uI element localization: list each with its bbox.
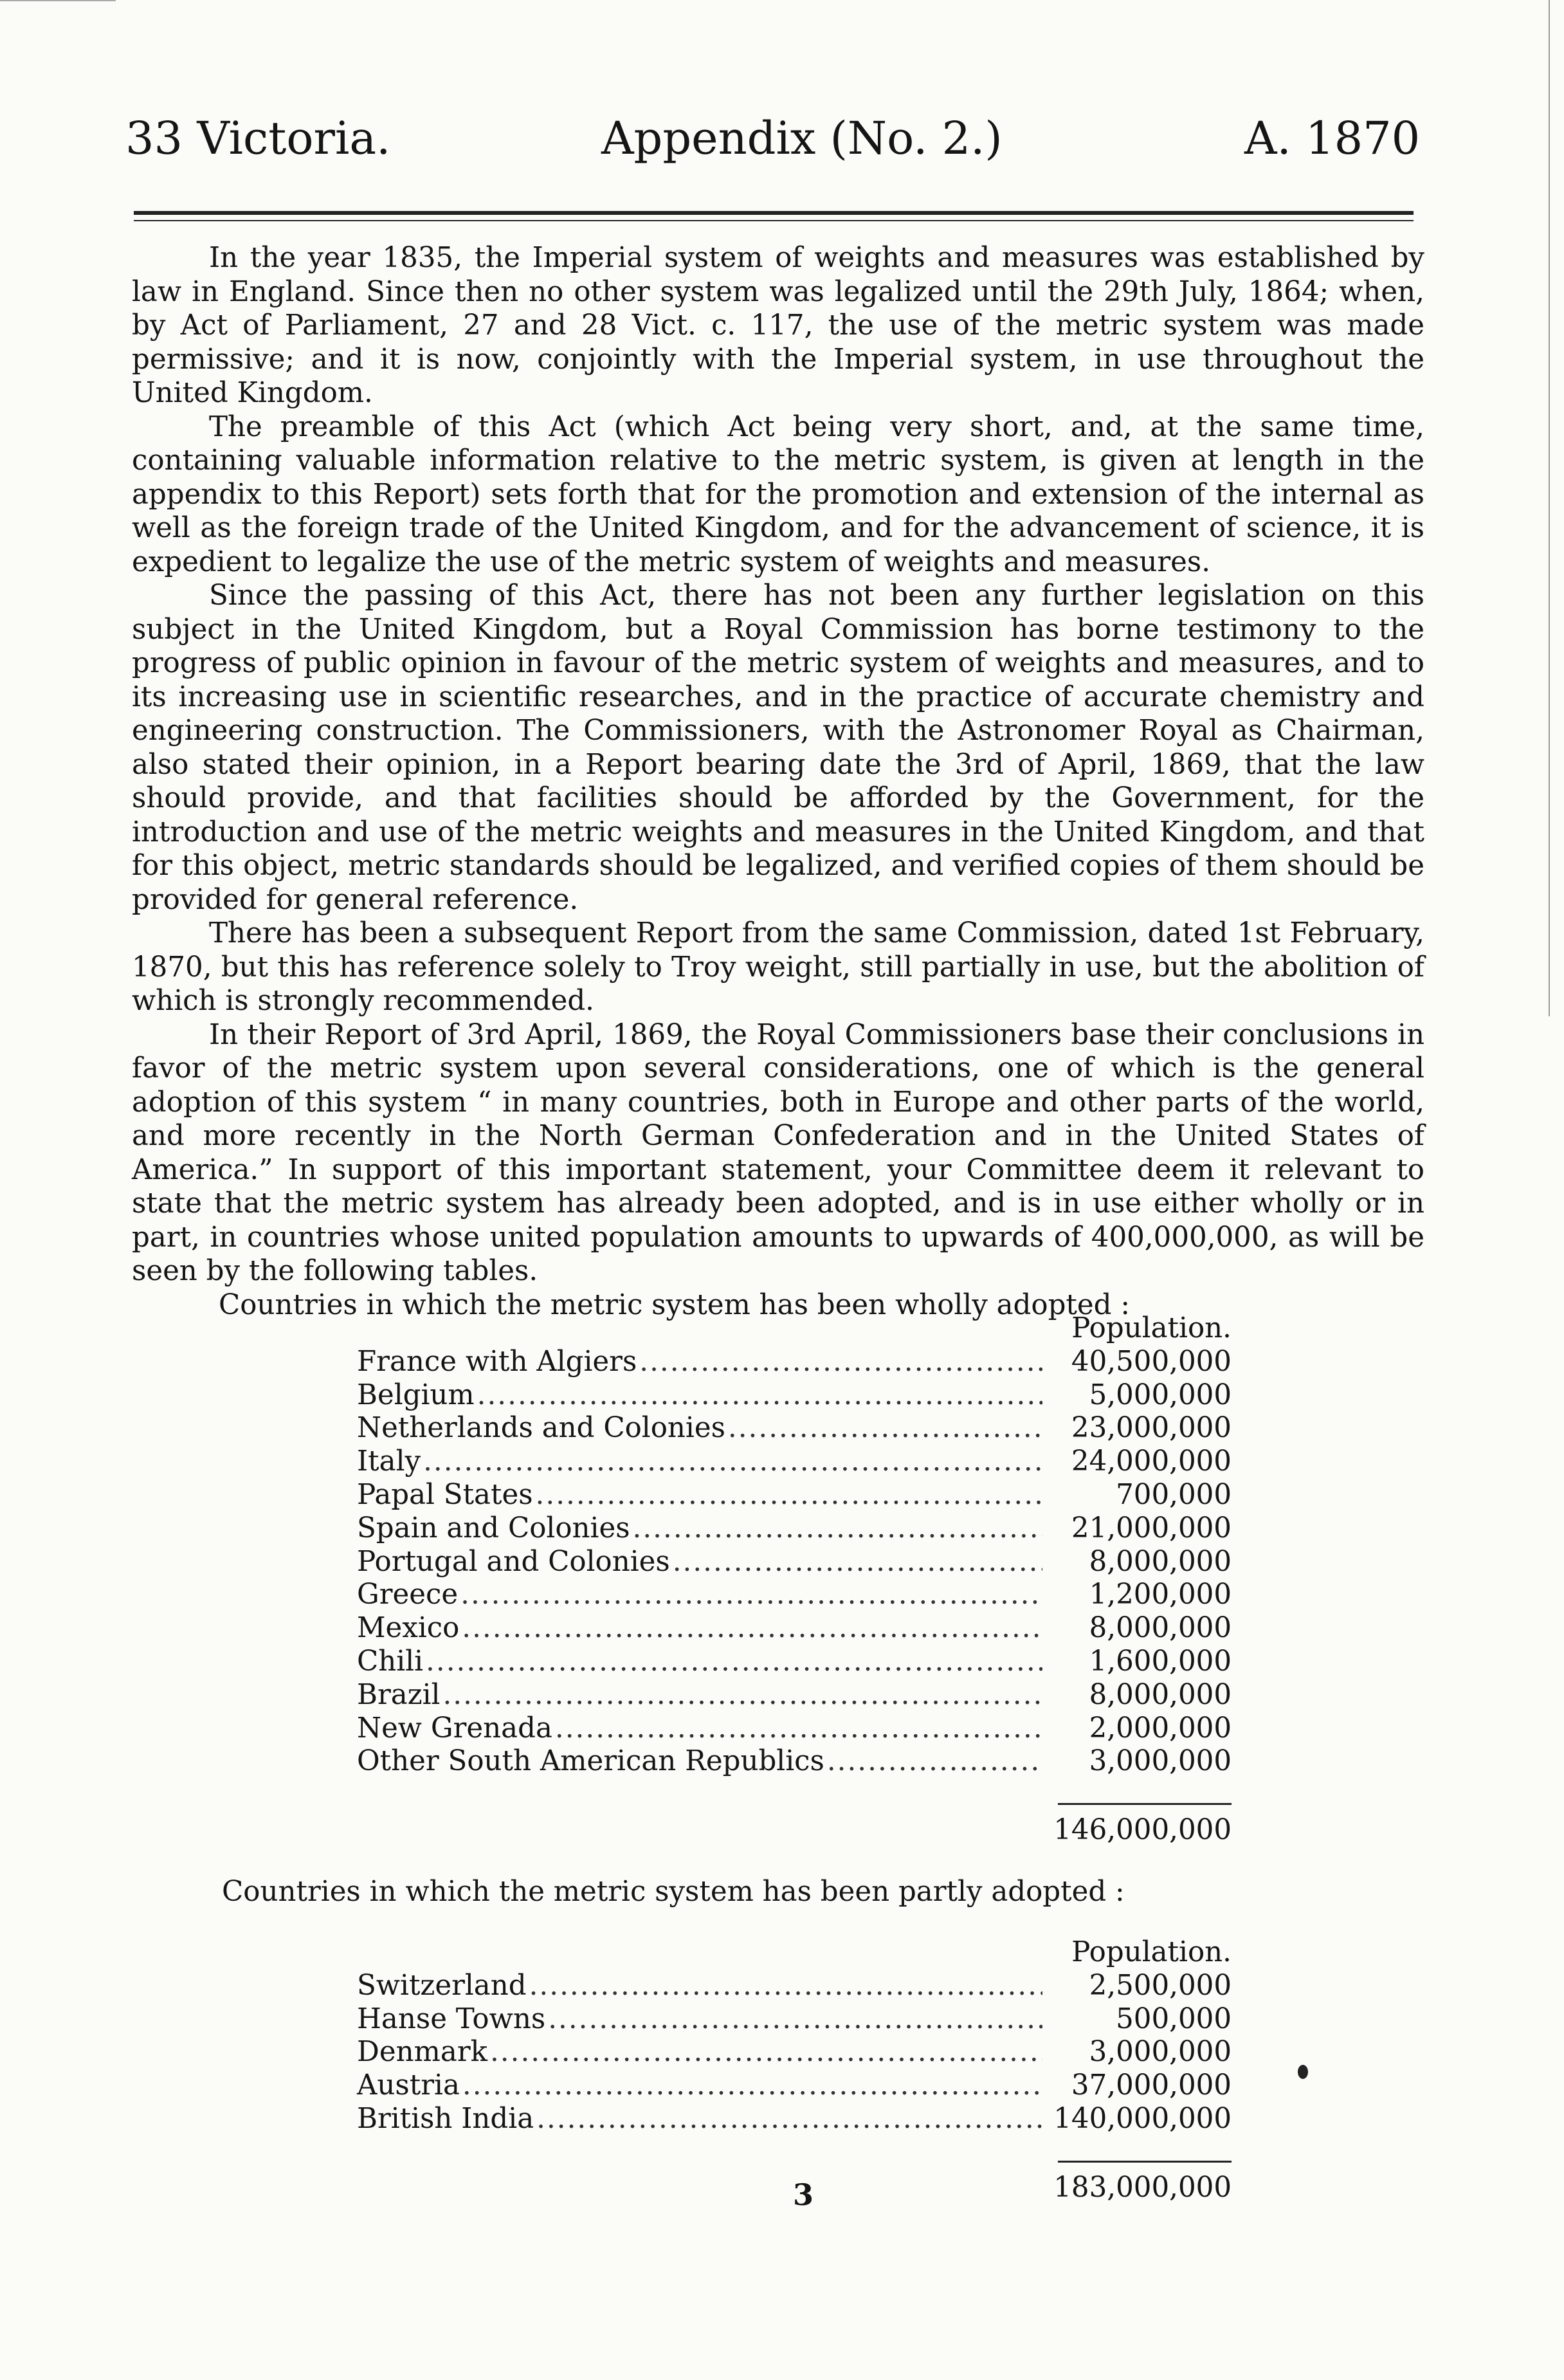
table-row <box>357 1546 1232 1579</box>
country-name: Netherlands and Colonies <box>357 1412 725 1445</box>
column-header: Population. <box>1071 1936 1232 1968</box>
country-name: Austria <box>357 2069 460 2102</box>
country-name: Belgium <box>357 1378 475 1411</box>
table-total: 183,000,000 <box>1053 2171 1232 2204</box>
population-value: 3,000,000 <box>1089 1745 1232 1778</box>
table-total: 146,000,000 <box>1053 1814 1232 1847</box>
sum-rule <box>1058 1803 1232 1805</box>
dot-leader <box>529 1970 1042 2003</box>
country-name: Brazil <box>357 1678 441 1711</box>
population-value: 1,600,000 <box>1089 1645 1232 1678</box>
table-row <box>357 1612 1232 1645</box>
dot-leader <box>536 2103 1042 2136</box>
dot-leader <box>536 1479 1042 1512</box>
dot-leader <box>633 1512 1042 1546</box>
population-value: 40,500,000 <box>1071 1345 1232 1378</box>
table-row <box>357 1970 1232 2003</box>
population-value: 8,000,000 <box>1089 1612 1232 1645</box>
country-name: Papal States <box>357 1478 533 1511</box>
paragraph: The preamble of this Act (which Act being very short, and, at the same time, containing valuable information relative to the metric system, is given at length in the appendix to this Report) sets forth that for the promotion and extension of the internal as well as the foreign trade of the United Kingdom, and for the advancement of science, it is expedient to legalize the use of the metric system of weights and measures. <box>132 410 1424 578</box>
country-name: British India <box>357 2102 534 2135</box>
header-center: Appendix (No. 2.) <box>601 112 1003 165</box>
table-row <box>357 1445 1232 1479</box>
population-value: 21,000,000 <box>1071 1512 1232 1544</box>
dot-leader <box>490 2036 1042 2069</box>
dot-leader <box>477 1379 1042 1413</box>
population-value: 24,000,000 <box>1071 1445 1232 1478</box>
population-value: 500,000 <box>1116 2002 1232 2035</box>
table-row <box>357 2036 1232 2069</box>
country-name: Hanse Towns <box>357 2002 546 2035</box>
scan-edge-line <box>1549 0 1550 1016</box>
country-name: New Grenada <box>357 1712 552 1744</box>
dot-leader <box>442 1679 1042 1712</box>
dot-leader <box>462 1612 1042 1645</box>
dot-leader <box>423 1445 1042 1479</box>
dot-leader <box>460 1579 1042 1612</box>
column-header: Population. <box>1071 1312 1232 1344</box>
dot-leader <box>827 1745 1042 1779</box>
paragraph: In the year 1835, the Imperial system of weights and measures was established by law in England. Since then no other system was legalized until the 29th July, 1864; when, by Act of Parliament, 27 and 28 Vict. c. 117, the use of the metric system was made permissive; and it is now, conjointly with the Imperial system, in use throughout the United Kingdom. <box>132 242 1424 409</box>
table-intro: Countries in which the metric system has been partly adopted : <box>222 1876 1125 1908</box>
ink-spot <box>1298 2065 1308 2079</box>
table-row <box>357 2069 1232 2103</box>
country-name: Denmark <box>357 2036 487 2069</box>
table-row <box>357 1645 1232 1679</box>
header-rule-thin <box>134 220 1414 221</box>
population-value: 23,000,000 <box>1071 1412 1232 1445</box>
table-row <box>357 1712 1232 1746</box>
table-row <box>357 1579 1232 1612</box>
table-row <box>357 1512 1232 1546</box>
table-row <box>357 1745 1232 1779</box>
population-value: 2,500,000 <box>1089 1969 1232 2002</box>
sum-rule <box>1058 2161 1232 2163</box>
country-name: France with Algiers <box>357 1345 637 1378</box>
country-name: Greece <box>357 1579 459 1611</box>
dot-leader <box>426 1645 1042 1679</box>
country-name: Mexico <box>357 1612 460 1645</box>
country-name: Portugal and Colonies <box>357 1545 670 1578</box>
dot-leader <box>728 1412 1042 1445</box>
header-left: 33 Victoria. <box>125 112 391 165</box>
table-row <box>357 1479 1232 1512</box>
country-name: Italy <box>357 1445 421 1478</box>
population-value: 37,000,000 <box>1071 2069 1232 2102</box>
country-name: Switzerland <box>357 1969 527 2002</box>
table-row <box>357 1379 1232 1413</box>
dot-leader <box>548 2003 1042 2037</box>
paragraph: In their Report of 3rd April, 1869, the Royal Commissioners base their conclusions in favor of the metric system upon several considerations, one of which is the general adoption of this system “ in many countries, both in Europe and other parts of the world, and more recently in the North German Confederation and in the United States of America.” In support of this important statement, your Committee deem it relevant to state that the metric system has already been adopted, and is in use either wholly or in part, in countries whose united population amounts to upwards of 400,000,000, as will be seen by the following tables. <box>132 1018 1424 1287</box>
partly-adopted-table <box>357 1936 1232 2205</box>
population-value: 1,200,000 <box>1089 1579 1232 1611</box>
population-value: 8,000,000 <box>1089 1678 1232 1711</box>
dot-leader <box>639 1346 1042 1379</box>
header-rule <box>134 211 1414 215</box>
header-right: A. 1870 <box>1244 112 1421 165</box>
dot-leader <box>462 2069 1042 2103</box>
population-value: 3,000,000 <box>1089 2036 1232 2069</box>
wholly-adopted-table <box>357 1312 1232 1847</box>
table-row <box>357 2003 1232 2037</box>
population-value: 5,000,000 <box>1089 1378 1232 1411</box>
scan-edge-line <box>0 0 116 1</box>
table-row <box>357 2103 1232 2136</box>
country-name: Spain and Colonies <box>357 1512 630 1544</box>
population-value: 2,000,000 <box>1089 1712 1232 1744</box>
population-value: 8,000,000 <box>1089 1545 1232 1578</box>
table-intro: Countries in which the metric system has been wholly adopted : <box>219 1288 1130 1321</box>
dot-leader <box>673 1546 1042 1579</box>
dot-leader <box>555 1712 1042 1746</box>
population-value: 700,000 <box>1116 1478 1232 1511</box>
paragraph: There has been a subsequent Report from the same Commission, dated 1st February, 1870, but this has reference solely to Troy weight, still partially in use, but the abolition of which is strongly recommended. <box>132 917 1424 1017</box>
paragraph: Since the passing of this Act, there has not been any further legislation on this subject in the United Kingdom, but a Royal Commission has borne testimony to the progress of public opinion in favour of the metric system of weights and measures, and to its increasing use in scientific researches, and in the practice of accurate chemistry and engineering construction. The Commissioners, with the Astronomer Royal as Chairman, also stated their opinion, in a Report bearing date the 3rd of April, 1869, that the law should provide, and that facilities should be afforded by the Government, for the introduction and use of the metric weights and measures in the United Kingdom, and that for this object, metric standards should be legalized, and verified copies of them should be provided for general reference. <box>132 580 1424 916</box>
table-row <box>357 1412 1232 1445</box>
population-value: 140,000,000 <box>1053 2102 1232 2135</box>
table-row <box>357 1679 1232 1712</box>
body-text <box>132 241 1424 1322</box>
page-number: 3 <box>793 2177 814 2212</box>
country-name: Other South American Republics <box>357 1745 824 1778</box>
country-name: Chili <box>357 1645 424 1678</box>
table-row <box>357 1346 1232 1379</box>
